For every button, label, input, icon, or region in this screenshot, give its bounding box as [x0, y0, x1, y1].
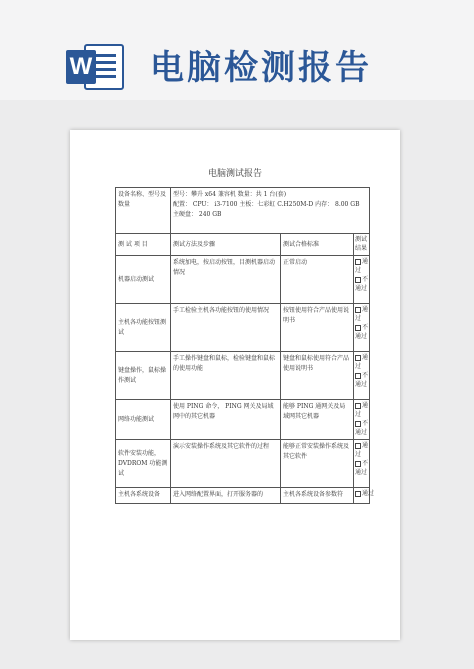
document-page — [70, 130, 400, 640]
table-header-row — [116, 234, 370, 256]
checkbox-icon[interactable] — [355, 403, 361, 409]
test-item-cell — [116, 256, 171, 304]
checkbox-icon[interactable] — [355, 461, 361, 467]
result-option-label: 通过 — [355, 442, 369, 458]
result-fail-option[interactable] — [355, 323, 368, 341]
test-result-cell — [354, 304, 370, 352]
result-option-label: 通过 — [355, 258, 369, 274]
test-result-cell — [354, 440, 370, 488]
test-item-text: 主机各功能按钮测试 — [118, 318, 167, 336]
test-result-cell — [354, 400, 370, 440]
test-result-cell — [354, 256, 370, 304]
checkbox-icon[interactable] — [355, 259, 361, 265]
device-info-label: 设备名称、型号及数量 — [116, 188, 171, 234]
test-standard-text: 正常启动 — [283, 259, 308, 266]
test-standard-text: 按钮使用符合产品使用说明书 — [283, 307, 350, 324]
checkbox-icon[interactable] — [355, 307, 361, 313]
result-option-label: 不通过 — [355, 420, 369, 436]
test-method-cell — [171, 352, 281, 400]
result-pass-option[interactable] — [355, 305, 368, 323]
checkbox-icon[interactable] — [355, 277, 361, 283]
test-standard-cell — [281, 400, 354, 440]
result-option-label: 通过 — [362, 490, 375, 497]
checkbox-icon[interactable] — [355, 443, 361, 449]
device-info-line: 型号：攀升 x64 兼容机 数量：共 1 台(套) — [173, 191, 287, 198]
device-info-line: 配置： CPU： i3-7100 主板：七彩虹 C.H250M-D 内存： 8.00 GB — [173, 201, 360, 208]
test-item-cell — [116, 352, 171, 400]
test-method-text: 系统加电，按启动按钮，目测机器启动情况 — [173, 259, 276, 276]
result-pass-option[interactable] — [355, 353, 368, 371]
result-fail-option[interactable] — [355, 419, 368, 437]
test-standard-text: 主机各系统设备参数符 — [283, 491, 344, 498]
checkbox-icon[interactable] — [355, 373, 361, 379]
result-fail-option[interactable] — [355, 275, 368, 293]
word-document-icon — [66, 42, 128, 94]
result-option-label: 不通过 — [355, 372, 369, 388]
document-title: 电脑测试报告 — [207, 169, 262, 179]
test-method-cell — [171, 400, 281, 440]
test-method-text: 使用 PING 命令， PING 网关及局域网中的其它机器 — [173, 403, 274, 420]
header-item: 测 试 项 目 — [116, 234, 171, 256]
test-standard-cell — [281, 488, 354, 504]
test-item-cell — [116, 440, 171, 488]
test-item-text: 网络功能测试 — [118, 415, 155, 423]
test-method-cell — [171, 304, 281, 352]
word-letter-badge: W — [66, 50, 96, 84]
test-item-text: 软件安装功能，DVDROM 功能测试 — [118, 449, 168, 477]
checkbox-icon[interactable] — [355, 491, 361, 497]
result-option-label: 通过 — [355, 402, 369, 418]
table-row — [116, 352, 370, 400]
test-item-cell — [116, 304, 171, 352]
test-method-text: 进入网络配置界面，打开服务器的 — [173, 491, 264, 498]
table-row — [116, 304, 370, 352]
header-method: 测试方法及步骤 — [171, 234, 281, 256]
test-method-text: 手工检验主机各功能按钮的使用情况 — [173, 307, 270, 314]
test-method-text: 演示安装操作系统及其它软件的过程 — [173, 443, 270, 450]
test-standard-cell — [281, 352, 354, 400]
test-standard-text: 能够 PING 通网关及局域网其它机器 — [283, 403, 346, 420]
header-standard: 测试合格标准 — [281, 234, 354, 256]
result-pass-option[interactable] — [355, 401, 368, 419]
result-pass-option[interactable] — [355, 257, 368, 275]
result-option-label: 通过 — [355, 306, 369, 322]
test-item-text: 主机各系统设备 — [118, 491, 161, 498]
test-result-cell — [354, 488, 375, 504]
test-item-text: 键盘操作，鼠标操作测试 — [118, 366, 167, 384]
test-report-table — [115, 187, 375, 504]
test-standard-cell — [281, 256, 354, 304]
test-method-cell — [171, 256, 281, 304]
banner — [0, 0, 474, 100]
device-info-value — [171, 188, 370, 234]
test-result-cell — [354, 352, 370, 400]
result-option-label: 不通过 — [355, 460, 369, 476]
test-item-cell — [116, 400, 171, 440]
test-standard-text: 键盘和鼠标使用符合产品使用说明书 — [283, 355, 350, 372]
device-info-row — [116, 188, 370, 234]
test-standard-cell — [281, 304, 354, 352]
table-row — [116, 488, 370, 504]
result-pass-option[interactable] — [355, 441, 368, 459]
test-item-cell — [116, 488, 171, 504]
banner-title: 电脑检测报告 — [150, 48, 372, 88]
checkbox-icon[interactable] — [355, 421, 361, 427]
table-row — [116, 440, 370, 488]
test-item-text: 机器启动测试 — [118, 275, 155, 283]
result-option-label: 不通过 — [355, 324, 369, 340]
result-option-label: 通过 — [355, 354, 369, 370]
test-standard-text: 能够正常安装操作系统及其它软件 — [283, 443, 350, 460]
checkbox-icon[interactable] — [355, 325, 361, 331]
checkbox-icon[interactable] — [355, 355, 361, 361]
table-row — [116, 256, 370, 304]
test-standard-cell — [281, 440, 354, 488]
test-method-text: 手工操作键盘和鼠标，检验键盘和鼠标的使用功能 — [173, 355, 276, 372]
result-fail-option[interactable] — [355, 459, 368, 477]
test-method-cell — [171, 488, 281, 504]
test-method-cell — [171, 440, 281, 488]
header-result: 测试结果 — [354, 234, 370, 256]
result-option-label: 不通过 — [355, 276, 369, 292]
table-row — [116, 400, 370, 440]
device-info-line: 主硬盘： 240 GB — [173, 211, 222, 218]
result-fail-option[interactable] — [355, 371, 368, 389]
